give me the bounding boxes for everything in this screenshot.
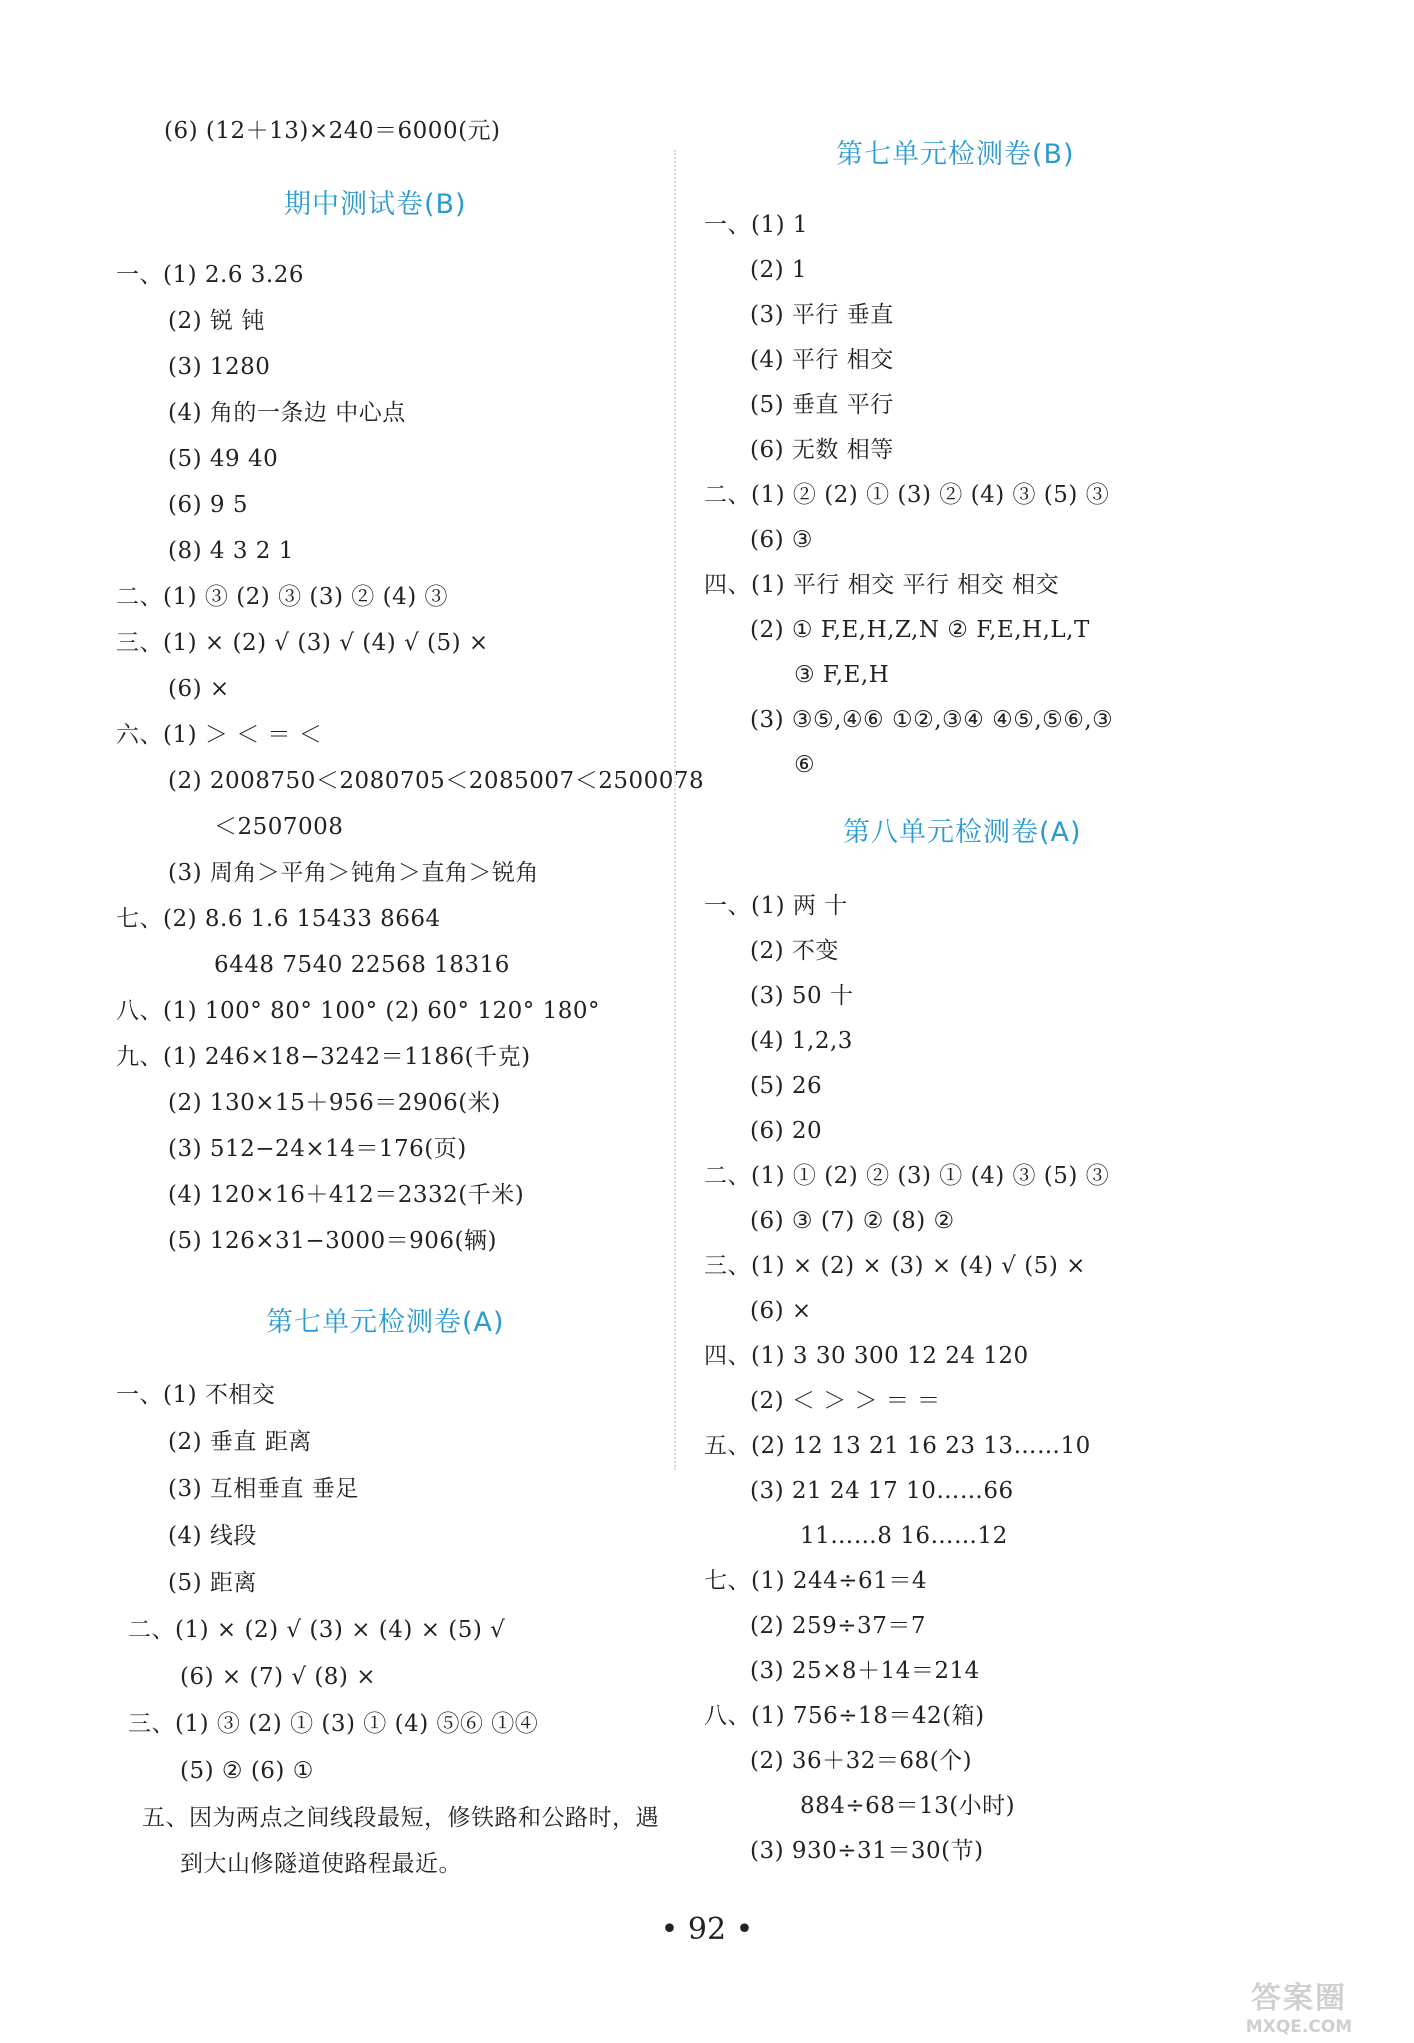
- answer-line: 二、(1) ③ (2) ③ (3) ② (4) ③: [116, 584, 448, 610]
- answer-line: (6) ×: [168, 676, 230, 702]
- answer-line: 八、(1) 756÷18＝42(箱): [704, 1703, 985, 1729]
- answer-line: 四、(1) 3 30 300 12 24 120: [704, 1343, 1029, 1369]
- answer-line: (2) 130×15＋956＝2906(米): [168, 1090, 501, 1116]
- answer-line: (3) ③⑤,④⑥ ①②,③④ ④⑤,⑤⑥,③: [750, 707, 1114, 733]
- answer-line: 11……8 16……12: [800, 1523, 1008, 1549]
- answer-line: 二、(1) × (2) √ (3) × (4) × (5) √: [128, 1617, 506, 1643]
- watermark-url: MXQE.COM: [1245, 2017, 1353, 2037]
- answer-line: (4) 角的一条边 中心点: [168, 400, 406, 426]
- answer-line: (2) ① F,E,H,Z,N ② F,E,H,L,T: [750, 617, 1090, 643]
- answer-line: (2) 1: [750, 257, 808, 283]
- answer-line: 三、(1) × (2) × (3) × (4) √ (5) ×: [704, 1253, 1086, 1279]
- answer-line: (3) 21 24 17 10……66: [750, 1478, 1014, 1504]
- answer-line: (6) 9 5: [168, 492, 248, 518]
- answer-line: (3) 930÷31＝30(节): [750, 1838, 984, 1864]
- answer-line: (6) ③ (7) ② (8) ②: [750, 1208, 955, 1234]
- section-heading: 期中测试卷(B): [284, 189, 467, 220]
- answer-line: (3) 25×8＋14＝214: [750, 1658, 980, 1684]
- answer-line: 一、(1) 2.6 3.26: [116, 262, 304, 288]
- section-heading: 第八单元检测卷(A): [843, 817, 1082, 848]
- answer-line: ③ F,E,H: [794, 662, 890, 688]
- answer-line: 七、(1) 244÷61＝4: [704, 1568, 927, 1594]
- answer-line: (3) 平行 垂直: [750, 302, 894, 328]
- answer-line: ⑥: [794, 752, 816, 778]
- answer-line: 五、(2) 12 13 21 16 23 13……10: [704, 1433, 1091, 1459]
- answer-line: 二、(1) ② (2) ① (3) ② (4) ③ (5) ③: [704, 482, 1110, 508]
- answer-line: (6) 20: [750, 1118, 823, 1144]
- answer-line: 九、(1) 246×18−3242＝1186(千克): [116, 1044, 531, 1070]
- answer-line: 884÷68＝13(小时): [800, 1793, 1016, 1819]
- answer-line: (4) 平行 相交: [750, 347, 894, 373]
- answer-line: (2) 259÷37＝7: [750, 1613, 926, 1639]
- watermark-badge: 答案圈: [1251, 1981, 1347, 2016]
- answer-line: (2) 不变: [750, 938, 839, 964]
- answer-line: (6) ③: [750, 527, 814, 553]
- answer-line: 三、(1) × (2) √ (3) √ (4) √ (5) ×: [116, 630, 489, 656]
- answer-line: 四、(1) 平行 相交 平行 相交 相交: [704, 572, 1060, 598]
- answer-line: 一、(1) 两 十: [704, 893, 848, 919]
- watermark-logo: [1204, 1975, 1394, 2035]
- answer-line: (6) ×: [750, 1298, 812, 1324]
- page-number: • 92 •: [660, 1912, 754, 1947]
- section-heading: 第七单元检测卷(A): [266, 1307, 505, 1338]
- answer-line: (5) 49 40: [168, 446, 279, 472]
- answer-line: (6) 无数 相等: [750, 437, 894, 463]
- answer-line: 6448 7540 22568 18316: [214, 952, 510, 978]
- answer-line: (3) 50 十: [750, 983, 854, 1009]
- answer-line: 二、(1) ① (2) ② (3) ① (4) ③ (5) ③: [704, 1163, 1110, 1189]
- answer-line: 三、(1) ③ (2) ① (3) ① (4) ⑤⑥ ①④: [128, 1711, 539, 1737]
- answer-line: 七、(2) 8.6 1.6 15433 8664: [116, 906, 441, 932]
- answer-line: (6) × (7) √ (8) ×: [180, 1664, 376, 1690]
- answer-line: (3) 周角＞平角＞钝角＞直角＞锐角: [168, 860, 539, 886]
- answer-line: (3) 1280: [168, 354, 271, 380]
- answer-line: (5) 26: [750, 1073, 823, 1099]
- section-heading: 第七单元检测卷(B): [836, 139, 1075, 170]
- answer-line: (5) ② (6) ①: [180, 1758, 314, 1784]
- answer-line: (5) 距离: [168, 1570, 257, 1596]
- answer-line: (4) 120×16＋412＝2332(千米): [168, 1182, 525, 1208]
- answer-line: 到大山修隧道使路程最近。: [180, 1851, 462, 1877]
- answer-line: 五、因为两点之间线段最短，修铁路和公路时，遇: [142, 1805, 659, 1831]
- answer-line: 一、(1) 不相交: [116, 1382, 276, 1408]
- answer-line: (6) (12＋13)×240＝6000(元): [164, 118, 501, 144]
- column-divider: [674, 150, 676, 1470]
- answer-line: (2) 垂直 距离: [168, 1429, 312, 1455]
- answer-line: (4) 1,2,3: [750, 1028, 853, 1054]
- answer-line: (2) ＜ ＞ ＞ ＝ ＝: [750, 1388, 941, 1414]
- answer-line: (3) 512−24×14＝176(页): [168, 1136, 467, 1162]
- answer-line: (4) 线段: [168, 1523, 257, 1549]
- answer-line: (3) 互相垂直 垂足: [168, 1476, 359, 1502]
- answer-line: ＜2507008: [214, 814, 344, 840]
- answer-line: 一、(1) 1: [704, 212, 809, 238]
- answer-line: (2) 36＋32＝68(个): [750, 1748, 973, 1774]
- answer-line: (5) 126×31−3000＝906(辆): [168, 1228, 497, 1254]
- answer-line: (5) 垂直 平行: [750, 392, 894, 418]
- answer-line: (8) 4 3 2 1: [168, 538, 294, 564]
- answer-line: (2) 2008750＜2080705＜2085007＜2500078: [168, 768, 705, 794]
- answer-line: 八、(1) 100° 80° 100° (2) 60° 120° 180°: [116, 998, 600, 1024]
- answer-line: 六、(1) ＞ ＜ ＝ ＜: [116, 722, 323, 748]
- answer-line: (2) 锐 钝: [168, 308, 265, 334]
